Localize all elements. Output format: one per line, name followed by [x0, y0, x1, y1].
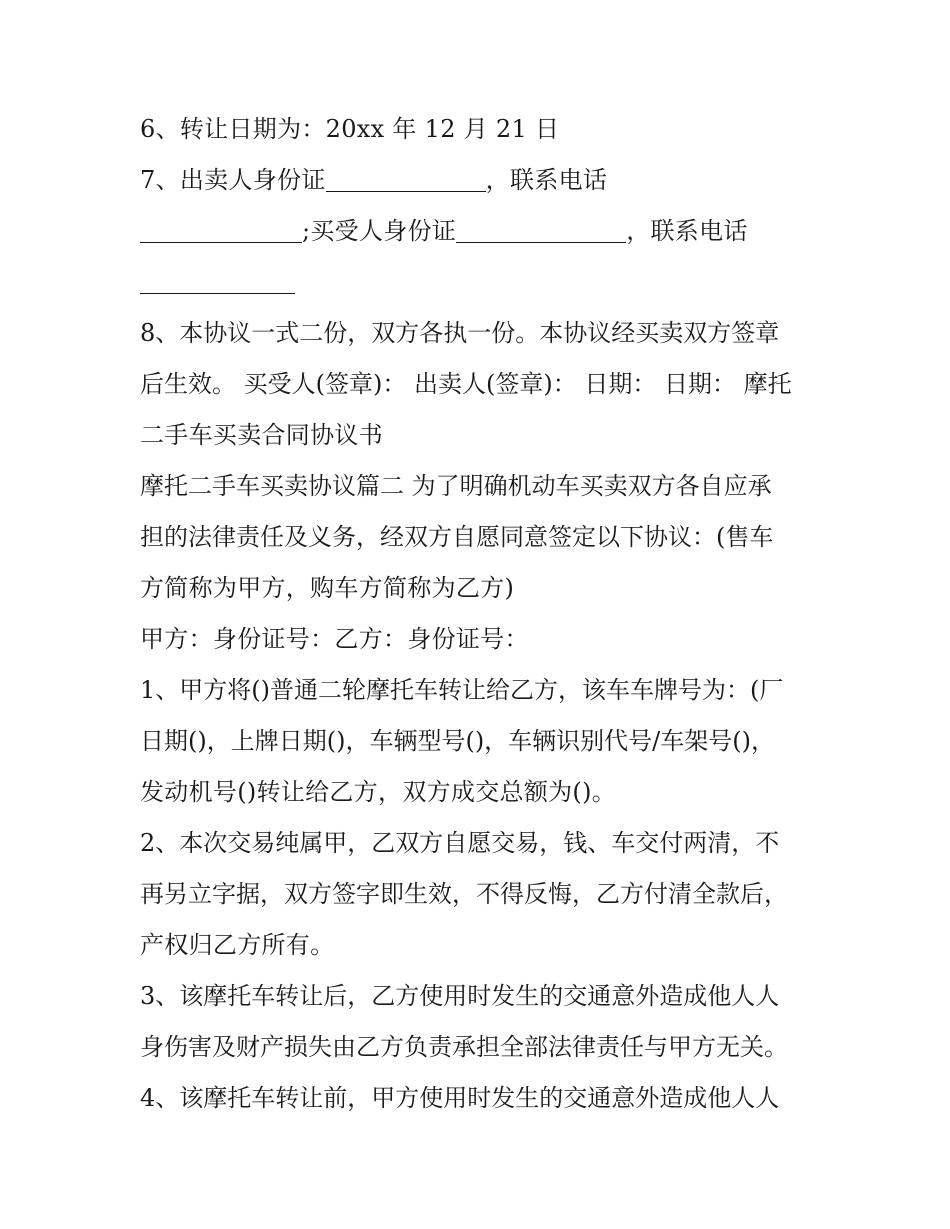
- clause-8-line-1: 8、本协议一式二份，双方各执一份。本协议经买卖双方签章: [140, 319, 780, 347]
- seller-phone-blank: [140, 216, 302, 243]
- buyer-phone-blank: [140, 267, 295, 294]
- clause-3-line-2: 身伤害及财产损失由乙方负责承担全部法律责任与甲方无关。: [140, 1033, 788, 1061]
- seller-id-blank: [326, 165, 486, 192]
- buyer-id-label: ;买受人身份证: [302, 217, 457, 245]
- clause-2-line-2: 再另立字据，双方签字即生效，不得反悔，乙方付清全款后，: [140, 880, 788, 908]
- seller-id-label: 7、出卖人身份证: [140, 166, 326, 194]
- buyer-phone-label: ，联系电话: [626, 217, 748, 245]
- clause-8-line-2: 后生效。 买受人(签章)： 出卖人(签章)： 日期： 日期： 摩托: [140, 370, 792, 398]
- doc-title-line: 二手车买卖合同协议书: [140, 421, 383, 449]
- clause-7-line-3: [140, 257, 812, 308]
- part-2-intro-line-2: 担的法律责任及义务，经双方自愿同意签定以下协议：(售车: [140, 523, 774, 551]
- clause-7-line-1: [140, 155, 812, 206]
- clause-1-line-3: 发动机号()转让给乙方，双方成交总额为()。: [140, 778, 617, 806]
- clause-1-line-1: 1、甲方将()普通二轮摩托车转让给乙方，该车车牌号为：(厂: [140, 676, 784, 704]
- clause-1-line-2: 日期()，上牌日期()，车辆型号()，车辆识别代号/车架号()，: [140, 727, 775, 755]
- clause-2-line-3: 产权归乙方所有。: [140, 931, 335, 959]
- buyer-id-blank: [456, 216, 626, 243]
- clause-6-transfer-date: 6、转让日期为：20xx 年 12 月 21 日: [140, 115, 560, 143]
- clause-3-line-1: 3、该摩托车转让后，乙方使用时发生的交通意外造成他人人: [140, 982, 780, 1010]
- seller-phone-label: ，联系电话: [485, 166, 608, 194]
- document-body: [140, 104, 812, 1124]
- part-2-intro-line-3: 方简称为甲方，购车方简称为乙方): [140, 574, 515, 602]
- clause-7-line-2: [140, 206, 812, 257]
- clause-4-line-1: 4、该摩托车转让前，甲方使用时发生的交通意外造成他人人: [140, 1084, 780, 1112]
- clause-2-line-1: 2、本次交易纯属甲，乙双方自愿交易，钱、车交付两清，不: [140, 829, 780, 857]
- parties-id-line: 甲方：身份证号：乙方：身份证号：: [140, 625, 529, 653]
- part-2-intro-line-1: 摩托二手车买卖协议篇二 为了明确机动车买卖双方各自应承: [140, 472, 772, 500]
